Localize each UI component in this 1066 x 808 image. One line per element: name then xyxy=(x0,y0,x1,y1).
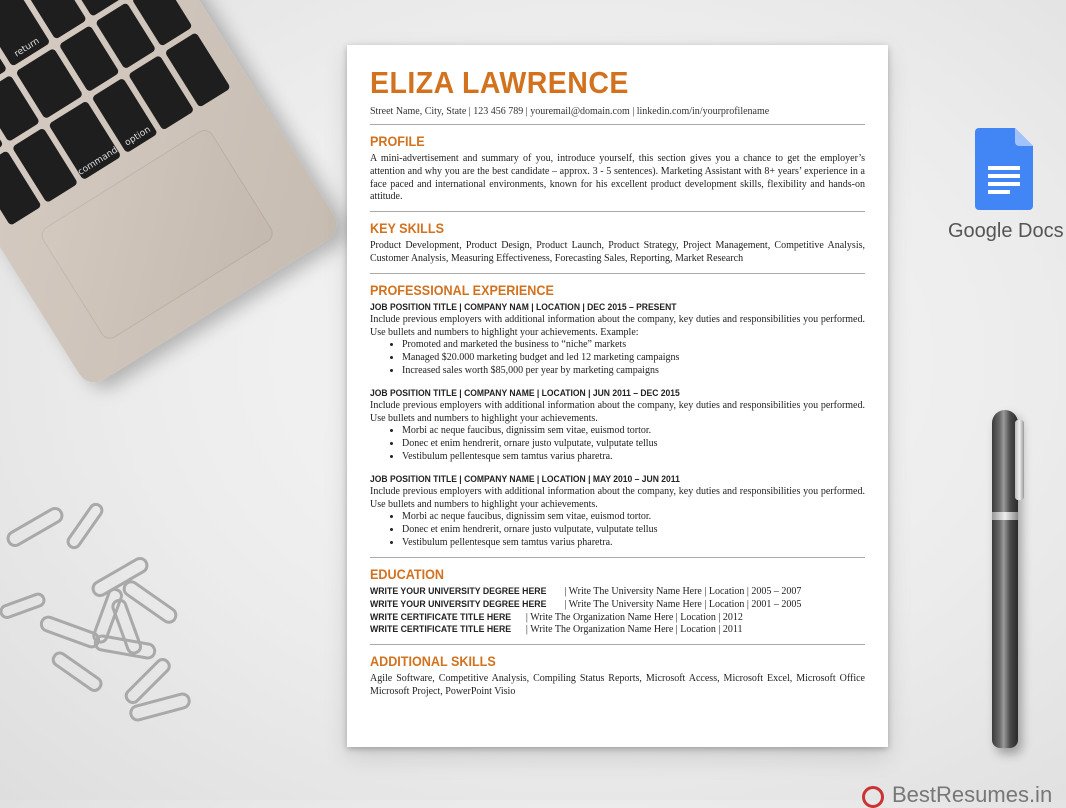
education-detail: | Write The University Name Here | Location | 2005 – 2007 xyxy=(561,585,802,597)
divider xyxy=(370,273,865,274)
profile-text: A mini-advertisement and summary of you, introduce yourself, this section gives you a chance to get the employer’s attention and why you are the best candidate – approx. 3 - 5 sentences). Marketing Assistant with 8+ years’ experience in a face paced and international environments, known for his excellent product development skills, flexibility and hands-on attitude. xyxy=(370,153,865,203)
section-heading-profile: PROFILE xyxy=(370,133,425,149)
divider xyxy=(370,557,865,558)
education-title: WRITE YOUR UNIVERSITY DEGREE HERE xyxy=(370,598,547,610)
resume-name: ELIZA LAWRENCE xyxy=(370,65,629,100)
section-heading-experience: PROFESSIONAL EXPERIENCE xyxy=(370,281,554,298)
education-detail: | Write The Organization Name Here | Location | 2011 xyxy=(523,624,743,636)
bullet-item: • Donec et enim hendrerit, ornare justo vulputate, vulputate tellus xyxy=(402,438,865,451)
bullet-item: • Promoted and marketed the business to “niche” markets xyxy=(402,339,865,352)
job-title: JOB POSITION TITLE | COMPANY NAME | LOCATION | MAY 2010 – JUN 2011 xyxy=(370,473,680,485)
divider xyxy=(370,124,865,125)
education-entry xyxy=(370,586,865,599)
bullet-item: • Morbi ac neque faucibus, dignissim sem vitae, euismod tortor. xyxy=(402,425,865,438)
watermark: BestResumes.in xyxy=(892,782,1053,807)
job-description: Include previous employers with additional information about the company, key duties and responsibilities you performed. Use bullets and numbers to highlight your achievements. xyxy=(370,399,865,424)
job-entry xyxy=(370,474,865,550)
resume-page xyxy=(347,45,888,747)
google-docs-icon xyxy=(975,128,1033,210)
education-title: WRITE CERTIFICATE TITLE HERE xyxy=(370,624,512,636)
contact-line: Street Name, City, State | 123 456 789 | youremail@domain.com | linkedin.com/in/yourprofilename xyxy=(370,106,770,117)
job-bullets xyxy=(370,339,865,377)
education-title: WRITE CERTIFICATE TITLE HERE xyxy=(370,611,512,623)
divider xyxy=(370,211,865,212)
paper-clips-image xyxy=(0,500,220,740)
bullet-item: • Vestibulum pellentesque sem tamtus varius pharetra. xyxy=(402,451,865,464)
education-detail: | Write The Organization Name Here | Location | 2012 xyxy=(523,611,743,623)
bullet-item: • Managed $20.000 marketing budget and led 12 marketing campaigns xyxy=(402,352,865,365)
job-title: JOB POSITION TITLE | COMPANY NAM | LOCATION | DEC 2015 – PRESENT xyxy=(370,301,677,313)
section-heading-key-skills: KEY SKILLS xyxy=(370,220,444,237)
bullet-item: • Donec et enim hendrerit, ornare justo vulputate, vulputate tellus xyxy=(402,524,865,537)
bullet-item: • Morbi ac neque faucibus, dignissim sem vitae, euismod tortor. xyxy=(402,511,865,524)
job-title: JOB POSITION TITLE | COMPANY NAME | LOCATION | JUN 2011 – DEC 2015 xyxy=(370,387,680,399)
laptop-image xyxy=(0,0,343,389)
job-entry xyxy=(370,302,865,378)
education-entry xyxy=(370,612,865,625)
job-entry xyxy=(370,388,865,464)
job-bullets xyxy=(370,511,865,549)
divider xyxy=(370,644,865,645)
job-bullets xyxy=(370,425,865,463)
education-entry xyxy=(370,624,865,637)
google-docs-label: Google Docs xyxy=(948,220,1064,242)
key: return xyxy=(0,0,50,67)
bullet-item: • Vestibulum pellentesque sem tamtus varius pharetra. xyxy=(402,537,865,550)
job-description: Include previous employers with additional information about the company, key duties and responsibilities you performed. Use bullets and numbers to highlight your achievements. xyxy=(370,485,865,510)
key: command xyxy=(48,100,121,180)
section-heading-additional-skills: ADDITIONAL SKILLS xyxy=(370,653,496,670)
education-detail: | Write The University Name Here | Location | 2001 – 2005 xyxy=(561,598,802,610)
job-description: Include previous employers with additional information about the company, key duties and responsibilities you performed. Use bullets and numbers to highlight your achievements. Example: xyxy=(370,313,865,338)
additional-skills-text: Agile Software, Competitive Analysis, Compiling Status Reports, Microsoft Access, Microsoft Excel, Microsoft Office Microsoft Project, PowerPoint Visio xyxy=(370,673,865,698)
pen-band xyxy=(992,512,1018,520)
education-entry xyxy=(370,599,865,612)
section-heading-education: EDUCATION xyxy=(370,565,444,582)
pen-clip xyxy=(1015,420,1024,500)
education-title: WRITE YOUR UNIVERSITY DEGREE HERE xyxy=(370,585,547,597)
key-skills-text: Product Development, Product Design, Product Launch, Product Strategy, Project Management, Competitive Analysis, Customer Analysis, Measuring Effectiveness, Forecasting Sales, Reporting, Market Research xyxy=(370,240,865,264)
key: option xyxy=(92,78,158,154)
check-circle-icon xyxy=(862,786,884,808)
bullet-item: • Increased sales worth $85,000 per year by marketing campaigns xyxy=(402,365,865,378)
